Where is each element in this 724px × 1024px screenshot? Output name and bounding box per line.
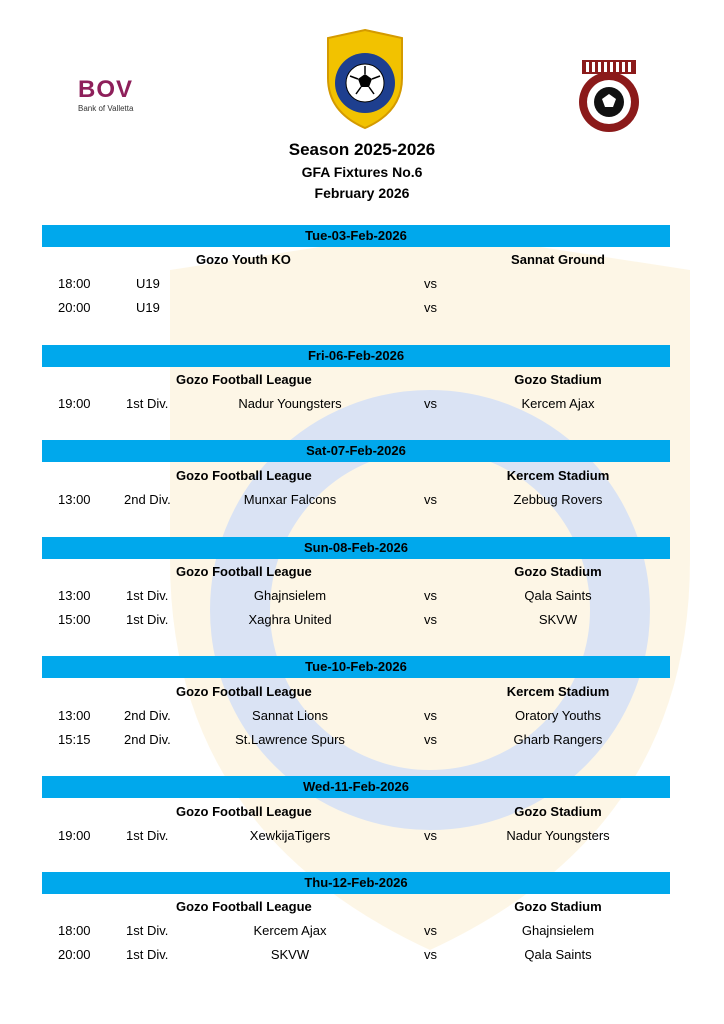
away-team: Ghajnsielem: [521, 923, 595, 938]
match-division: 1st Div.: [126, 923, 169, 938]
competition-label: Gozo Youth KO: [196, 252, 291, 267]
venue-label: Sannat Ground: [511, 252, 605, 267]
home-team: Kercem Ajax: [253, 923, 327, 938]
date-bar: Sat-07-Feb-2026: [42, 440, 670, 462]
match-time: 18:00: [58, 276, 91, 291]
date-bar: Tue-10-Feb-2026: [42, 656, 670, 678]
match-division: 1st Div.: [126, 588, 169, 603]
away-team: Qala Saints: [524, 588, 592, 603]
competition-label: Gozo Football League: [176, 684, 312, 699]
match-time: 13:00: [58, 708, 91, 723]
match-division: 1st Div.: [126, 828, 169, 843]
bov-tagline: Bank of Valletta: [78, 104, 134, 113]
match-time: 15:00: [58, 612, 91, 627]
match-division: 2nd Div.: [124, 732, 171, 747]
away-team: Kercem Ajax: [521, 396, 595, 411]
bov-logo: [78, 78, 133, 113]
home-team: Nadur Youngsters: [238, 396, 342, 411]
match-division: U19: [136, 276, 160, 291]
match-division: 1st Div.: [126, 947, 169, 962]
venue-label: Kercem Stadium: [506, 684, 610, 699]
away-team: Zebbug Rovers: [513, 492, 603, 507]
date-bar: Sun-08-Feb-2026: [42, 537, 670, 559]
home-team: XewkijaTigers: [249, 828, 331, 843]
month-title: February 2026: [314, 185, 410, 201]
venue-label: Gozo Stadium: [514, 564, 602, 579]
away-team: Nadur Youngsters: [506, 828, 610, 843]
venue-label: Gozo Stadium: [514, 899, 602, 914]
vs-label: vs: [424, 276, 437, 291]
date-bar: Fri-06-Feb-2026: [42, 345, 670, 367]
home-team: Sannat Lions: [252, 708, 328, 723]
date-bar: Wed-11-Feb-2026: [42, 776, 670, 798]
home-team: Munxar Falcons: [243, 492, 337, 507]
match-time: 19:00: [58, 828, 91, 843]
away-team: Oratory Youths: [515, 708, 601, 723]
venue-label: Gozo Stadium: [514, 804, 602, 819]
home-team: St.Lawrence Spurs: [235, 732, 345, 747]
venue-label: Gozo Stadium: [514, 372, 602, 387]
vs-label: vs: [424, 612, 437, 627]
vs-label: vs: [424, 708, 437, 723]
vs-label: vs: [424, 732, 437, 747]
fixtures-title: GFA Fixtures No.6: [301, 164, 423, 180]
vs-label: vs: [424, 396, 437, 411]
away-team: SKVW: [538, 612, 578, 627]
home-team: Xaghra United: [248, 612, 332, 627]
season-title: Season 2025-2026: [288, 140, 436, 159]
competition-label: Gozo Football League: [176, 804, 312, 819]
vs-label: vs: [424, 588, 437, 603]
vs-label: vs: [424, 947, 437, 962]
match-time: 15:15: [58, 732, 91, 747]
match-time: 19:00: [58, 396, 91, 411]
home-team: SKVW: [270, 947, 310, 962]
vs-label: vs: [424, 828, 437, 843]
match-time: 13:00: [58, 492, 91, 507]
match-time: 20:00: [58, 947, 91, 962]
competition-label: Gozo Football League: [176, 468, 312, 483]
venue-label: Kercem Stadium: [506, 468, 610, 483]
competition-label: Gozo Football League: [176, 899, 312, 914]
match-division: U19: [136, 300, 160, 315]
vs-label: vs: [424, 492, 437, 507]
date-bar: Tue-03-Feb-2026: [42, 225, 670, 247]
match-division: 1st Div.: [126, 612, 169, 627]
away-team: Gharb Rangers: [513, 732, 603, 747]
bov-logo-text: BOV: [78, 76, 134, 103]
competition-label: Gozo Football League: [176, 564, 312, 579]
match-time: 13:00: [58, 588, 91, 603]
match-time: 20:00: [58, 300, 91, 315]
match-time: 18:00: [58, 923, 91, 938]
date-bar: Thu-12-Feb-2026: [42, 872, 670, 894]
match-division: 1st Div.: [126, 396, 169, 411]
home-team: Ghajnsielem: [253, 588, 327, 603]
match-division: 2nd Div.: [124, 492, 171, 507]
away-team: Qala Saints: [524, 947, 592, 962]
match-division: 2nd Div.: [124, 708, 171, 723]
vs-label: vs: [424, 923, 437, 938]
vs-label: vs: [424, 300, 437, 315]
competition-label: Gozo Football League: [176, 372, 312, 387]
gfl-crest-logo: [576, 56, 642, 136]
gfa-crest-logo: [322, 28, 408, 130]
